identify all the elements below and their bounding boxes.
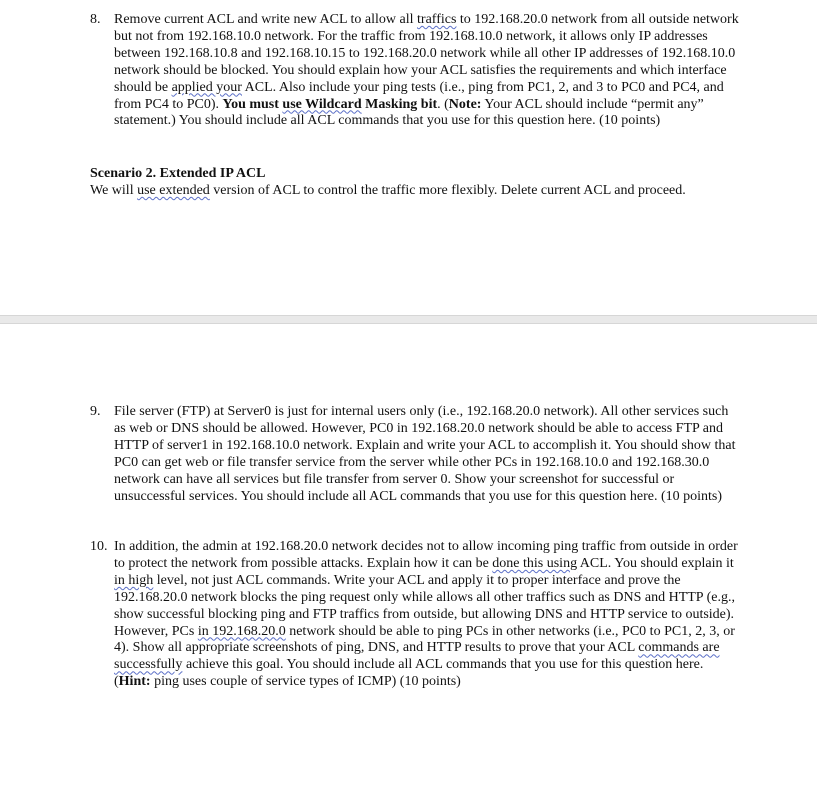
grammar-flag[interactable]: applied your — [171, 79, 242, 95]
scenario-2-heading: Scenario 2. Extended IP ACL — [90, 166, 266, 181]
question-8 — [90, 12, 740, 130]
document-page-2 — [0, 323, 817, 805]
question-9-text[interactable]: File server (FTP) at Server0 is just for internal users only (i.e., 192.168.20.0 network). All other services such as web or DNS should be allowed. However, PC0 in 192.168.20.0 network should be able to access FTP and HTTP of server1 in 192.168.10.0 network. Explain and write your ACL to accomplish it. You should show that PC0 can get web or file transfer service from the server while other PCs in 192.168.10.0 and 192.168.30.0 network can have all services but file transfer from server 0. Show your screenshot for successful or unsuccessful services. You should include all ACL commands that you use for this question here. (10 points) — [114, 404, 736, 504]
grammar-flag[interactable]: use extended — [137, 182, 210, 198]
grammar-flag[interactable]: traffics — [417, 12, 457, 27]
question-10 — [90, 539, 740, 691]
grammar-flag[interactable]: use Wildcard — [282, 96, 362, 112]
grammar-flag[interactable]: in 192.168.20.0 — [197, 623, 286, 639]
question-9 — [90, 404, 740, 505]
scenario-2-text[interactable]: We will use extended version of ACL to control the traffic more flexibly. Delete current ACL and proceed. — [90, 182, 686, 198]
scenario-2 — [90, 166, 750, 200]
grammar-flag[interactable]: done this using — [492, 555, 578, 571]
grammar-flag[interactable]: in high — [114, 572, 154, 588]
question-8-text[interactable]: Remove current ACL and write new ACL to allow all traffics to 192.168.20.0 network from all outside network but not from 192.168.10.0 network. For the traffic from 192.168.10.0 network, it allows only IP addresses between 192.168.10.8 and 192.168.10.15 to 192.168.20.0 network while all other IP addresses of 192.168.10.0 network should be blocked. You should explain how your ACL satisfies the requirements and which interface should be applied your ACL. Also include your ping tests (i.e., ping from PC1, 2, and 3 to PC0 and PC4, and from PC4 to PC0). You must use Wildcard Masking bit. (Note: Your ACL should include “permit any” statement.) You should include all ACL commands that you use for this question here. (10 points) — [114, 12, 739, 129]
document-page-1 — [0, 0, 817, 316]
question-9-number: 9. — [90, 404, 101, 419]
question-10-text[interactable]: In addition, the admin at 192.168.20.0 network decides not to allow incoming ping traffic from outside in order to protect the network from possible attacks. Explain how it can be done this using ACL. You should explain it in high level, not just ACL commands. Write your ACL and apply it to proper interface and prove the 192.168.20.0 network blocks the ping request only while allows all other traffics such as DNS and HTTP (e.g., show successful blocking ping and FTP traffics from outside, but allowing DNS and HTTP service to outside). However, PCs in 192.168.20.0 network should be able to ping PCs in other networks (i.e., PC0 to PC1, 2, 3, or 4). Show all appropriate screenshots of ping, DNS, and HTTP results to prove that your ACL commands are successfully achieve this goal. You should include all ACL commands that you use for this question here. (Hint: ping uses couple of service types of ICMP) (10 points) — [114, 539, 738, 690]
question-8-number: 8. — [90, 12, 101, 27]
grammar-flag[interactable]: commands are successfully — [114, 640, 720, 673]
question-10-number: 10. — [90, 539, 108, 554]
